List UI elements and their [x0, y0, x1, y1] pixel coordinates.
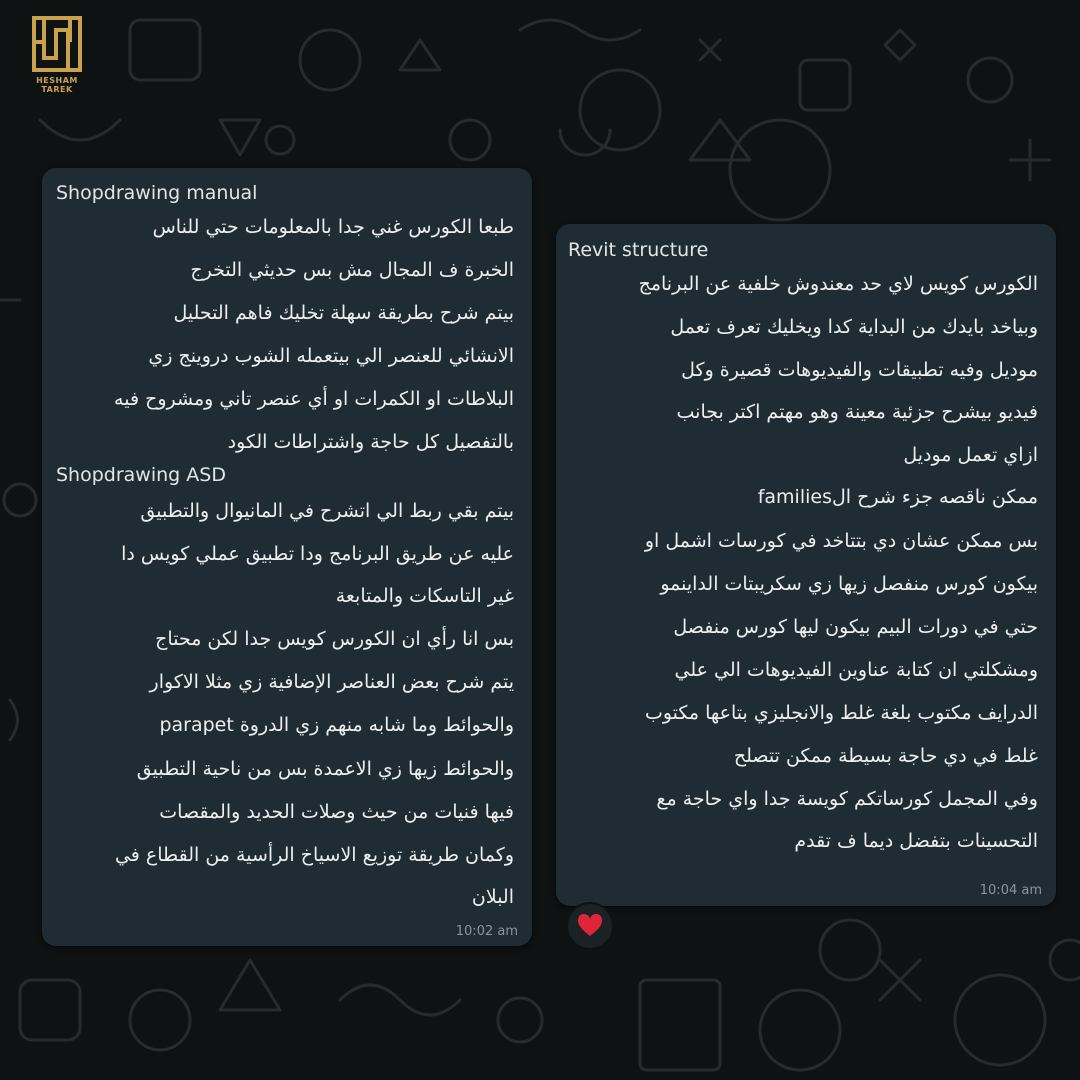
message-line: طبعا الكورس غني جدا بالمعلومات حتي للناس: [152, 216, 514, 238]
message-line: بس ممكن عشان دي بتتاخد في كورسات اشمل او: [644, 530, 1038, 552]
message-line: الدرايف مكتوب بلغة غلط والانجليزي بتاعها مكتوب: [644, 702, 1038, 724]
message-line: ومشكلتي ان كتابة عناوين الفيديوهات الي علي: [674, 659, 1038, 681]
message-line: وفي المجمل كورساتكم كويسة جدا واي حاجة مع: [656, 788, 1038, 810]
message-bubble-right[interactable]: [556, 224, 1056, 906]
message-line: الخبرة ف المجال مش بس حديثي التخرج: [190, 259, 514, 281]
message-line: الكورس كويس لاي حد معندوش خلفية عن البرنامج: [638, 273, 1038, 295]
message-line: والحوائط وما شابه منهم زي الدروة parapet: [159, 714, 514, 736]
section-title: Shopdrawing ASD: [56, 464, 226, 486]
message-line: فيها فنيات من حيث وصلات الحديد والمقصات: [159, 801, 514, 823]
heart-icon: [577, 914, 603, 938]
message-line: موديل وفيه تطبيقات والفيديوهات قصيرة وكل: [681, 359, 1038, 381]
message-line: فيديو بيشرح جزئية معينة وهو مهتم اكتر بجانب: [676, 401, 1038, 423]
logo-mark-icon: [20, 14, 94, 74]
message-line: غلط في دي حاجة بسيطة ممكن تتصلح: [733, 745, 1038, 767]
message-timestamp: 10:04 am: [979, 883, 1042, 898]
message-line: بيتم بقي ربط الي اتشرح في المانيوال والتطبيق: [140, 500, 514, 522]
message-line: البلان: [471, 886, 514, 908]
message-line: ازاي تعمل موديل: [903, 444, 1038, 466]
message-line: بيكون كورس منفصل زيها زي سكريبتات الداينمو: [660, 573, 1038, 595]
message-line: وكمان طريقة توزيع الاسياخ الرأسية من القطاع في: [114, 844, 514, 866]
section-title: Shopdrawing manual: [56, 182, 258, 204]
message-line: وبياخد بايدك من البداية كدا ويخليك تعرف تعمل: [670, 316, 1038, 338]
message-line: حتي في دورات البيم بيكون ليها كورس منفصل: [673, 616, 1038, 638]
section-title: Revit structure: [568, 239, 709, 261]
message-line: يتم شرح بعض العناصر الإضافية زي مثلا الاكوار: [149, 671, 514, 693]
message-line: ممكن ناقصه جزء شرح الfamilies: [757, 486, 1038, 508]
message-timestamp: 10:02 am: [455, 924, 518, 939]
message-line: والحوائط زيها زي الاعمدة بس من ناحية التطبيق: [136, 758, 514, 780]
message-line: بس انا رأي ان الكورس كويس جدا لكن محتاج: [155, 628, 514, 650]
message-line: بالتفصيل كل حاجة واشتراطات الكود: [227, 431, 514, 453]
message-line: عليه عن طريق البرنامج ودا تطبيق عملي كويس دا: [121, 543, 514, 565]
message-line: التحسينات بتفضل ديما ف تقدم: [794, 830, 1038, 852]
reaction-badge[interactable]: [566, 902, 614, 950]
brand-logo: [20, 14, 94, 94]
message-line: غير التاسكات والمتابعة: [335, 585, 514, 607]
message-line: البلاطات او الكمرات او أي عنصر تاني ومشروح فيه: [114, 388, 514, 410]
message-bubble-left[interactable]: [42, 168, 532, 946]
message-line: الانشائي للعنصر الي بيتعمله الشوب دروينج زي: [148, 345, 514, 367]
message-line: بيتم شرح بطريقة سهلة تخليك فاهم التحليل: [173, 302, 514, 324]
brand-name: HESHAM TAREK: [36, 76, 78, 94]
